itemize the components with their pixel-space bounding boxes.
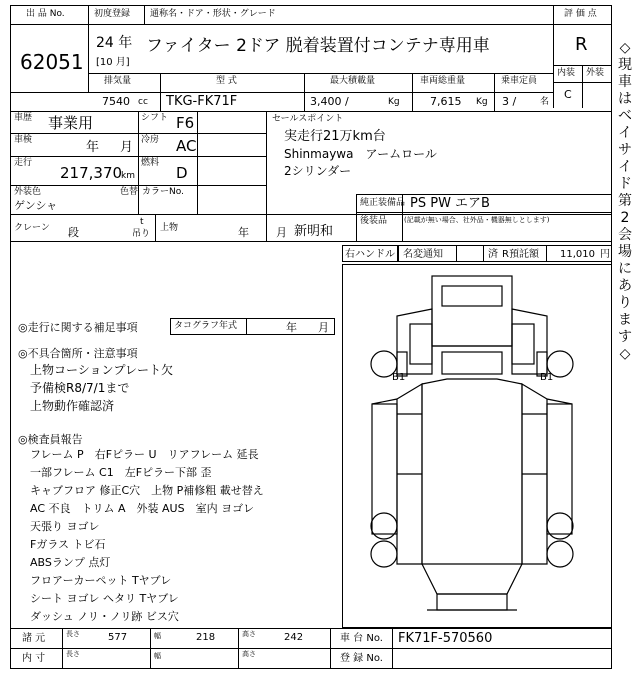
tacho-label: タコグラフ年式 [174,321,238,331]
crane-tsuri: 吊り [132,229,151,239]
type-label: 型 式 [216,76,237,86]
inner-height-label: 高さ [242,650,256,658]
length-label: 長さ [66,630,80,638]
dims-label: 諸 元 [22,633,46,644]
lot-no-label: 出 品 No. [26,9,65,19]
inner-dims-label: 内 寸 [22,653,46,664]
lot-no: 62051 [20,50,84,74]
width-value: 218 [196,632,216,643]
eval-score: R [575,34,588,55]
inspector-label: ◎検査員報告 [18,433,83,446]
gross-weight: 7,615 [430,95,462,108]
crane-dan: 段 [68,226,79,239]
inspection-year: 年 [86,140,100,155]
inspection-label: 車検 [14,135,33,145]
crane-t: t [140,217,144,227]
ac-label: 冷房 [141,135,160,145]
max-load-unit: Kg [388,97,400,107]
upper-year: 年 [238,226,249,239]
inspector-line: フロアーカーペット Tヤブレ [30,574,172,587]
chassis-label: 車 台 No. [340,633,383,644]
upper-month: 月 [276,226,287,239]
sales-point-label: セールスポイント [272,114,344,124]
width-label: 幅 [154,632,161,640]
defect-line: 上物コーションプレート欠 [30,363,174,377]
aftermarket-note: (記載が無い場合、社外品・機器無しとします) [404,216,550,224]
tacho-year: 年 [286,321,297,334]
inspector-line: シート ヨゴレ ヘタリ Tヤブレ [30,592,179,605]
capacity-unit: 名 [540,97,550,107]
inner-length-label: 長さ [66,650,80,658]
shift-label: シフト [141,113,169,123]
type: TKG-FK71F [166,94,238,109]
inspection-month: 月 [120,140,134,155]
chassis-no: FK71F-570560 [398,631,493,646]
reg-no-label: 登 録 No. [340,653,383,664]
interior-grade: C [564,88,572,101]
first-reg-month: [10 月] [96,57,130,68]
sales-point-line: 2シリンダー [284,164,352,178]
displacement: 7540 [102,95,130,108]
gross-weight-label: 車両総重量 [420,76,466,86]
mileage-unit: km [121,171,135,181]
height-label: 高さ [242,630,256,638]
displacement-unit: cc [138,97,148,107]
interior-label: 内装 [557,68,576,78]
name-change-label: 名変通知 [403,249,443,260]
ac: AC [176,137,197,155]
fuel: D [176,164,188,182]
sales-point-line: Shinmaywa アームロール [284,147,437,161]
inner-width-label: 幅 [154,652,161,660]
mileage-label: 走行 [14,158,33,168]
fuel-label: 燃料 [141,158,160,168]
color: ゲンシャ [14,199,58,212]
inspector-line: Fガラス トビ石 [30,538,106,551]
mileage: 217,370 [60,164,123,182]
capacity-label: 乗車定員 [501,76,538,86]
tacho-month: 月 [318,321,329,334]
recycle-value: 11,010 [560,249,595,260]
upper-maker: 新明和 [294,224,334,239]
defect-line: 予備検R8/7/1まで [30,381,130,395]
length-value: 577 [108,632,128,643]
gross-weight-unit: Kg [476,97,488,107]
defect-line: 上物動作確認済 [30,399,115,413]
color-change-label: 色替 [120,187,139,197]
max-load: 3,400 / [310,95,349,108]
inspector-line: 天張り ヨゴレ [30,520,100,533]
usage: 事業用 [48,114,94,132]
recycle-unit: 円 [600,249,610,260]
inspector-line: ダッシュ ノリ・ノリ跡 ビス穴 [30,610,179,623]
damage-mark-b1-right: B1 [540,372,554,383]
color-no-label: カラーNo. [142,187,184,197]
right-handle: 右ハンドル [345,249,395,260]
recycle-prefix: 済 [488,249,498,260]
damage-mark-b1-left: B1 [392,372,406,383]
inspector-line: 一部フレーム C1 左Fピラー下部 歪 [30,466,212,479]
defects-label: ◎不具合箇所・注意事項 [18,347,138,360]
displacement-label: 排気量 [104,76,132,86]
equipment-label: 純正装備品 [360,198,406,208]
inspector-line: ABSランプ 点灯 [30,556,111,569]
name-label: 通称名・ドア・形状・グレード [150,9,276,19]
truck-damage-diagram [342,264,612,628]
shift: F6 [176,114,195,132]
recycle-label: R預託額 [502,249,539,260]
venue-banner: ◇現車はベイサイド第2会場にあります◇ [618,40,632,362]
inspector-line: AC 不良 トリム A 外装 AUS 室内 ヨゴレ [30,502,255,515]
inspector-line: フレーム P 右Fピラー U リアフレーム 延長 [30,448,259,461]
running-label: ◎走行に関する補足事項 [18,321,138,334]
model-name: ファイター 2ドア 脱着装置付コンテナ専用車 [146,36,490,56]
upper-label: 上物 [160,223,179,233]
usage-label: 車歴 [14,113,33,123]
equipment-value: PS PW エアB [410,196,490,211]
first-reg-label: 初度登録 [94,9,131,19]
sales-point-line: 実走行21万km台 [284,129,386,144]
height-value: 242 [284,632,304,643]
aftermarket-label: 後装品 [360,216,388,226]
capacity: 3 / [502,95,517,108]
inspector-line: キャブフロア 修正C穴 上物 P補修粗 載せ替え [30,484,264,497]
crane-label: クレーン [14,223,50,233]
color-label: 外装色 [14,187,42,197]
eval-label: 評 価 点 [564,9,597,19]
max-load-label: 最大積載量 [330,76,376,86]
first-reg-year: 24 年 [96,35,133,51]
exterior-label: 外装 [586,68,605,78]
